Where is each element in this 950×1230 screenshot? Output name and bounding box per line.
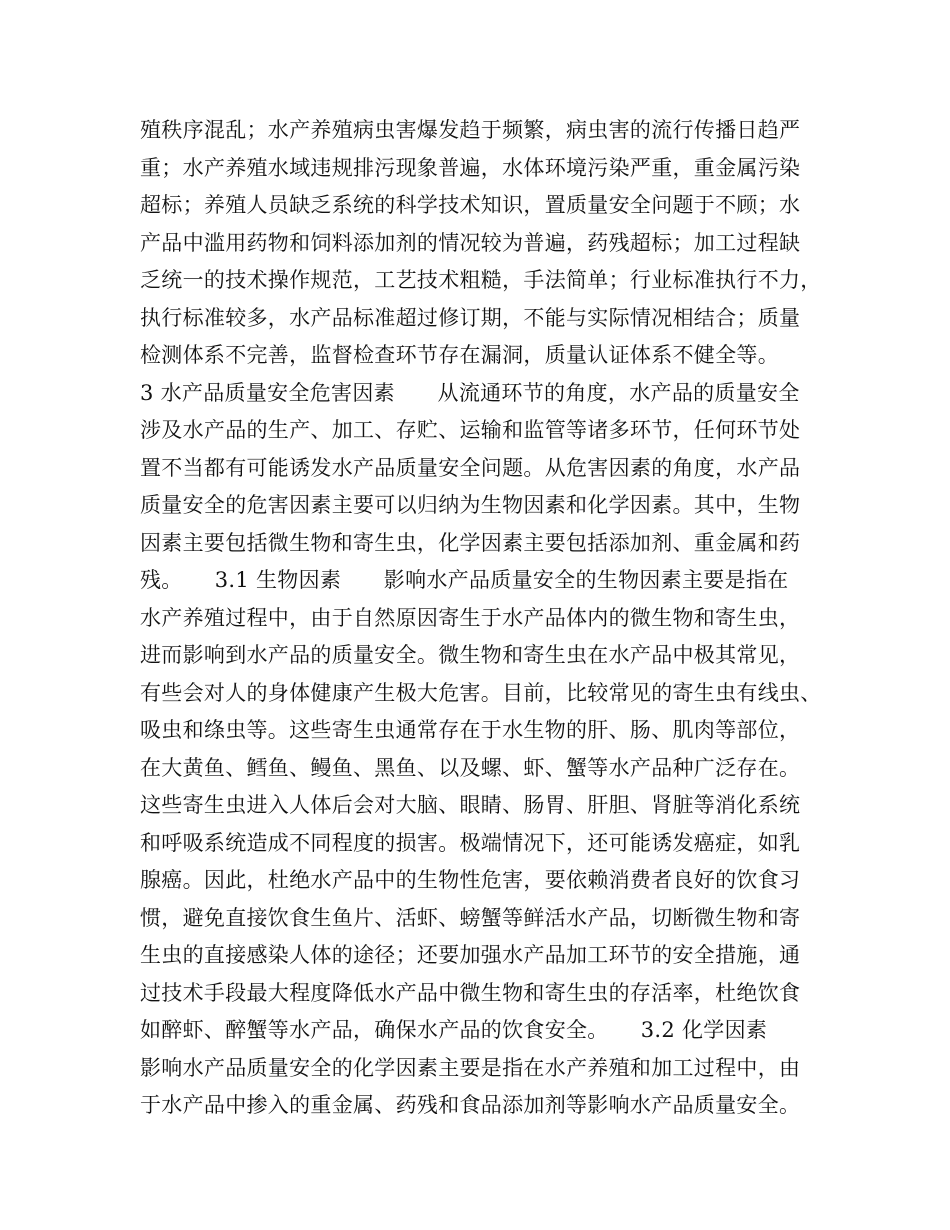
text-line: 过技术手段最大程度降低水产品中微生物和寄生虫的存活率，杜绝饮食 (140, 980, 801, 1005)
text-line: 惯，避免直接饮食生鱼片、活虾、螃蟹等鲜活水产品，切断微生物和寄 (140, 905, 801, 930)
text-line: 腺癌。因此，杜绝水产品中的生物性危害，要依赖消费者良好的饮食习 (140, 868, 801, 892)
text-line: 检测体系不完善，监督检查环节存在漏洞，质量认证体系不健全等。 (140, 343, 779, 367)
text-line: 超标；养殖人员缺乏系统的科学技术知识，置质量安全问题于不顾；水 (140, 193, 801, 217)
text-line: 执行标准较多，水产品标准超过修订期，不能与实际情况相结合；质量 (140, 305, 801, 330)
text-line: 在大黄鱼、鳕鱼、鳗鱼、黑鱼、以及螺、虾、蟹等水产品种广泛存在。 (140, 755, 801, 780)
text-line: 殖秩序混乱；水产养殖病虫害爆发趋于频繁，病虫害的流行传播日趋严 (140, 118, 801, 142)
text-line: 乏统一的技术操作规范，工艺技术粗糙，手法简单；行业标准执行不力， (140, 268, 822, 292)
text-line: 置不当都有可能诱发水产品质量安全问题。从危害因素的角度，水产品 (140, 455, 801, 480)
text-line: 于水产品中掺入的重金属、药残和食品添加剂等影响水产品质量安全。 (140, 1093, 801, 1117)
text-line: 这些寄生虫进入人体后会对大脑、眼睛、肠胃、肝胆、肾脏等消化系统 (140, 793, 801, 817)
text-line: 有些会对人的身体健康产生极大危害。目前，比较常见的寄生虫有线虫、 (140, 680, 822, 705)
text-line: 产品中滥用药物和饲料添加剂的情况较为普遍，药残超标；加工过程缺 (140, 230, 801, 255)
text-line: 影响水产品质量安全的化学因素主要是指在水产养殖和加工过程中，由 (140, 1055, 801, 1080)
section-heading-line: 3 水产品质量安全危害因素 从流通环节的角度，水产品的质量安全 (140, 380, 800, 405)
text-line: 涉及水产品的生产、加工、存贮、运输和监管等诸多环节，任何环节处 (140, 418, 801, 442)
text-line: 水产养殖过程中，由于自然原因寄生于水产品体内的微生物和寄生虫， (140, 605, 801, 630)
text-line: 生虫的直接感染人体的途径；还要加强水产品加工环节的安全措施，通 (140, 943, 801, 967)
text-line: 进而影响到水产品的质量安全。微生物和寄生虫在水产品中极其常见， (140, 643, 801, 667)
subsection-heading-line: 残。 3.1 生物因素 影响水产品质量安全的生物因素主要是指在 (140, 568, 789, 592)
subsection-heading-line: 如醉虾、醉蟹等水产品，确保水产品的饮食安全。 3.2 化学因素 (140, 1018, 768, 1042)
text-line: 和呼吸系统造成不同程度的损害。极端情况下，还可能诱发癌症，如乳 (140, 830, 801, 855)
text-line: 吸虫和绦虫等。这些寄生虫通常存在于水生物的肝、肠、肌肉等部位， (140, 718, 801, 742)
text-line: 重；水产养殖水域违规排污现象普遍，水体环境污染严重，重金属污染 (140, 155, 801, 180)
body-text (140, 112, 830, 1125)
text-line: 因素主要包括微生物和寄生虫，化学因素主要包括添加剂、重金属和药 (140, 530, 801, 555)
text-line: 质量安全的危害因素主要可以归纳为生物因素和化学因素。其中，生物 (140, 493, 801, 517)
